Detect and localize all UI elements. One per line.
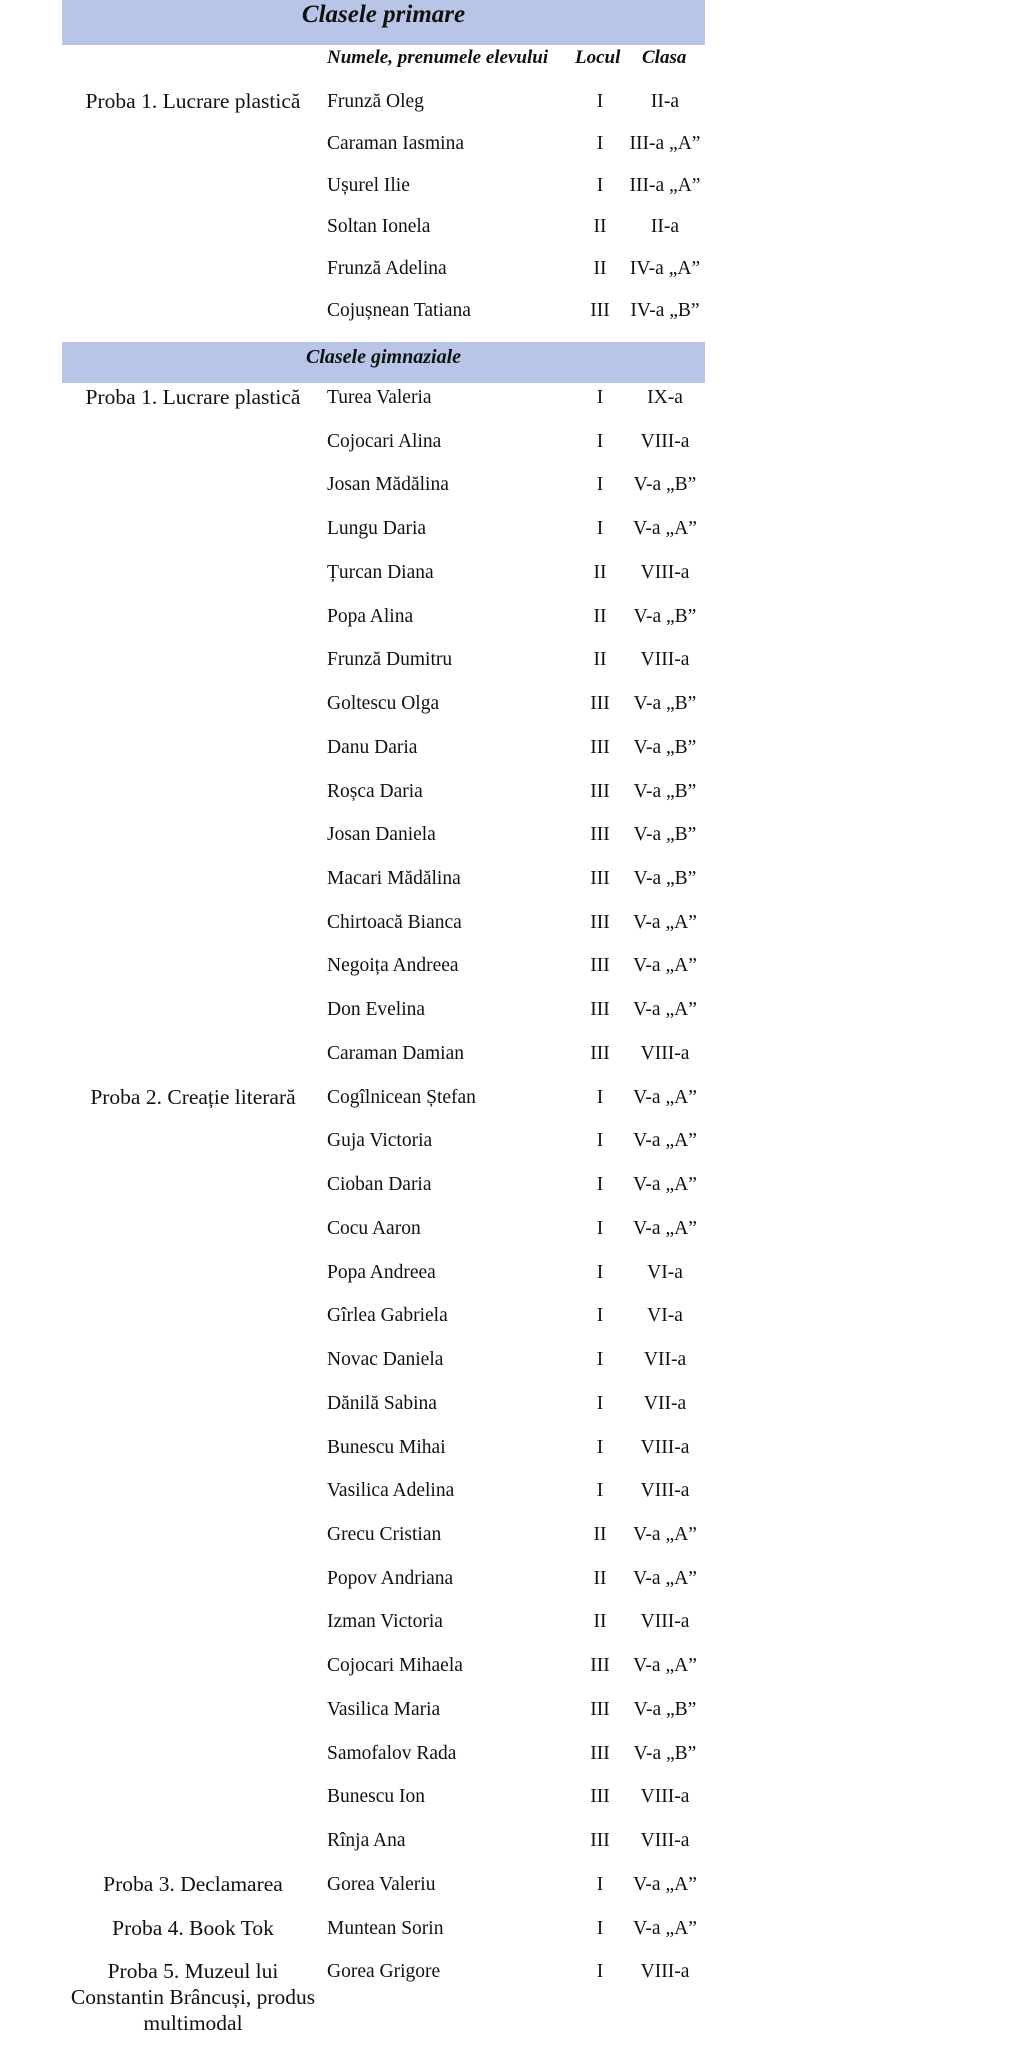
student-class: VIII-a — [640, 1437, 690, 1458]
student-class: VIII-a — [640, 649, 690, 670]
student-class: V-a „B” — [633, 781, 697, 802]
student-name: Izman Victoria — [327, 1611, 443, 1632]
student-name: Cocu Aaron — [327, 1218, 421, 1239]
student-name: Gîrlea Gabriela — [327, 1305, 448, 1326]
student-class: V-a „B” — [633, 868, 697, 889]
student-place: I — [596, 474, 604, 495]
student-name: Negoița Andreea — [327, 955, 459, 976]
student-place: I — [596, 387, 604, 408]
student-place: III — [590, 1699, 610, 1720]
student-class: V-a „A” — [633, 1524, 697, 1545]
student-class: VI-a — [647, 1305, 683, 1326]
student-name: Bunescu Ion — [327, 1786, 426, 1807]
student-name: Gorea Valeriu — [327, 1874, 436, 1895]
student-class: V-a „A” — [633, 1655, 697, 1676]
student-class: V-a „B” — [633, 693, 697, 714]
student-name: Chirtoacă Bianca — [327, 912, 462, 933]
student-place: III — [590, 999, 610, 1020]
student-class: VIII-a — [640, 1830, 690, 1851]
student-name: Josan Mădălina — [327, 474, 449, 495]
student-place: I — [596, 1437, 604, 1458]
proba-label: Proba 1. Lucrare plastică — [85, 89, 301, 113]
student-place: I — [596, 1218, 604, 1239]
proba-label: Proba 3. Declamarea — [103, 1872, 283, 1896]
student-name: Macari Mădălina — [327, 868, 461, 889]
student-place: III — [590, 955, 610, 976]
student-class: II-a — [650, 216, 680, 237]
student-class: V-a „B” — [633, 474, 697, 495]
proba-label: Proba 2. Creație literară — [90, 1085, 296, 1109]
student-place: III — [590, 781, 610, 802]
header-name: Numele, prenumele elevului — [327, 47, 549, 68]
student-class: V-a „B” — [633, 606, 697, 627]
student-place: I — [596, 175, 604, 196]
proba-label: Proba 5. Muzeul lui Constantin Brâncuși, produs multimodal — [70, 1959, 316, 2035]
student-class: V-a „A” — [633, 1087, 697, 1108]
student-name: Bunescu Mihai — [327, 1437, 446, 1458]
student-class: VII-a — [643, 1393, 687, 1414]
student-name: Novac Daniela — [327, 1349, 444, 1370]
student-class: V-a „A” — [633, 1130, 697, 1151]
student-name: Roșca Daria — [327, 781, 423, 802]
student-class: V-a „A” — [633, 518, 697, 539]
student-class: VIII-a — [640, 431, 690, 452]
student-name: Rînja Ana — [327, 1830, 406, 1851]
student-place: I — [596, 91, 604, 112]
student-name: Samofalov Rada — [327, 1743, 457, 1764]
student-place: III — [590, 1830, 610, 1851]
student-place: II — [593, 216, 607, 237]
student-place: II — [593, 1568, 607, 1589]
student-place: I — [596, 1349, 604, 1370]
student-class: V-a „A” — [633, 1874, 697, 1895]
student-place: I — [596, 1262, 604, 1283]
student-place: I — [596, 1480, 604, 1501]
student-name: Popov Andriana — [327, 1568, 454, 1589]
student-name: Grecu Cristian — [327, 1524, 442, 1545]
student-place: III — [590, 300, 610, 321]
student-class: IV-a „A” — [629, 258, 701, 279]
student-name: Caraman Damian — [327, 1043, 464, 1064]
student-class: V-a „A” — [633, 955, 697, 976]
student-place: II — [593, 1611, 607, 1632]
student-place: III — [590, 1743, 610, 1764]
student-name: Dănilă Sabina — [327, 1393, 437, 1414]
student-name: Vasilica Adelina — [327, 1480, 455, 1501]
section-band-primary — [62, 0, 705, 45]
student-place: I — [596, 1393, 604, 1414]
student-name: Josan Daniela — [327, 824, 436, 845]
student-name: Lungu Daria — [327, 518, 427, 539]
student-class: VIII-a — [640, 1043, 690, 1064]
student-place: III — [590, 912, 610, 933]
proba-label: Proba 1. Lucrare plastică — [85, 385, 301, 409]
student-place: II — [593, 649, 607, 670]
student-place: I — [596, 518, 604, 539]
student-name: Cojușnean Tatiana — [327, 300, 471, 321]
student-place: I — [596, 431, 604, 452]
student-place: III — [590, 693, 610, 714]
student-class: VI-a — [647, 1262, 683, 1283]
student-class: IX-a — [647, 387, 683, 408]
student-name: Țurcan Diana — [327, 562, 434, 583]
student-class: V-a „A” — [633, 1218, 697, 1239]
header-place: Locul — [575, 47, 621, 68]
student-class: VII-a — [643, 1349, 687, 1370]
student-name: Soltan Ionela — [327, 216, 431, 237]
student-class: VIII-a — [640, 1611, 690, 1632]
student-name: Don Evelina — [327, 999, 426, 1020]
student-place: II — [593, 258, 607, 279]
section-title-primary: Clasele primare — [301, 1, 466, 28]
student-place: I — [596, 1305, 604, 1326]
student-class: VIII-a — [640, 1480, 690, 1501]
student-place: I — [596, 1874, 604, 1895]
student-place: III — [590, 1043, 610, 1064]
student-place: I — [596, 1961, 604, 1982]
student-class: V-a „B” — [633, 737, 697, 758]
student-class: III-a „A” — [629, 175, 701, 196]
section-title-gymnasium: Clasele gimnaziale — [306, 346, 461, 368]
student-class: V-a „A” — [633, 1174, 697, 1195]
student-name: Muntean Sorin — [327, 1918, 444, 1939]
student-class: III-a „A” — [629, 133, 701, 154]
student-place: III — [590, 1786, 610, 1807]
student-class: II-a — [650, 91, 680, 112]
student-name: Caraman Iasmina — [327, 133, 464, 154]
student-class: VIII-a — [640, 1961, 690, 1982]
student-class: VIII-a — [640, 1786, 690, 1807]
student-place: I — [596, 1130, 604, 1151]
student-name: Popa Andreea — [327, 1262, 436, 1283]
student-class: V-a „A” — [633, 1568, 697, 1589]
student-class: V-a „B” — [633, 1743, 697, 1764]
student-place: III — [590, 868, 610, 889]
student-class: V-a „A” — [633, 999, 697, 1020]
student-class: V-a „B” — [633, 824, 697, 845]
student-name: Cojocari Mihaela — [327, 1655, 463, 1676]
student-name: Frunză Adelina — [327, 258, 447, 279]
student-name: Popa Alina — [327, 606, 414, 627]
student-name: Cioban Daria — [327, 1174, 432, 1195]
student-class: V-a „A” — [633, 912, 697, 933]
student-name: Gorea Grigore — [327, 1961, 441, 1982]
student-place: II — [593, 1524, 607, 1545]
student-place: III — [590, 1655, 610, 1676]
student-name: Ușurel Ilie — [327, 175, 410, 196]
student-name: Guja Victoria — [327, 1130, 433, 1151]
student-name: Danu Daria — [327, 737, 418, 758]
student-place: II — [593, 606, 607, 627]
student-place: III — [590, 824, 610, 845]
student-name: Turea Valeria — [327, 387, 432, 408]
student-class: V-a „A” — [633, 1918, 697, 1939]
student-class: V-a „B” — [633, 1699, 697, 1720]
student-place: I — [596, 133, 604, 154]
student-place: II — [593, 562, 607, 583]
proba-label: Proba 4. Book Tok — [112, 1916, 274, 1940]
student-place: III — [590, 737, 610, 758]
section-band-gymnasium — [62, 342, 705, 383]
student-class: IV-a „B” — [630, 300, 700, 321]
student-name: Frunză Oleg — [327, 91, 424, 112]
student-class: VIII-a — [640, 562, 690, 583]
student-place: I — [596, 1918, 604, 1939]
header-class: Clasa — [642, 47, 687, 68]
student-place: I — [596, 1174, 604, 1195]
student-name: Goltescu Olga — [327, 693, 440, 714]
student-name: Vasilica Maria — [327, 1699, 441, 1720]
student-name: Cojocari Alina — [327, 431, 442, 452]
student-name: Cogîlnicean Ștefan — [327, 1087, 476, 1108]
student-place: I — [596, 1087, 604, 1108]
student-name: Frunză Dumitru — [327, 649, 453, 670]
